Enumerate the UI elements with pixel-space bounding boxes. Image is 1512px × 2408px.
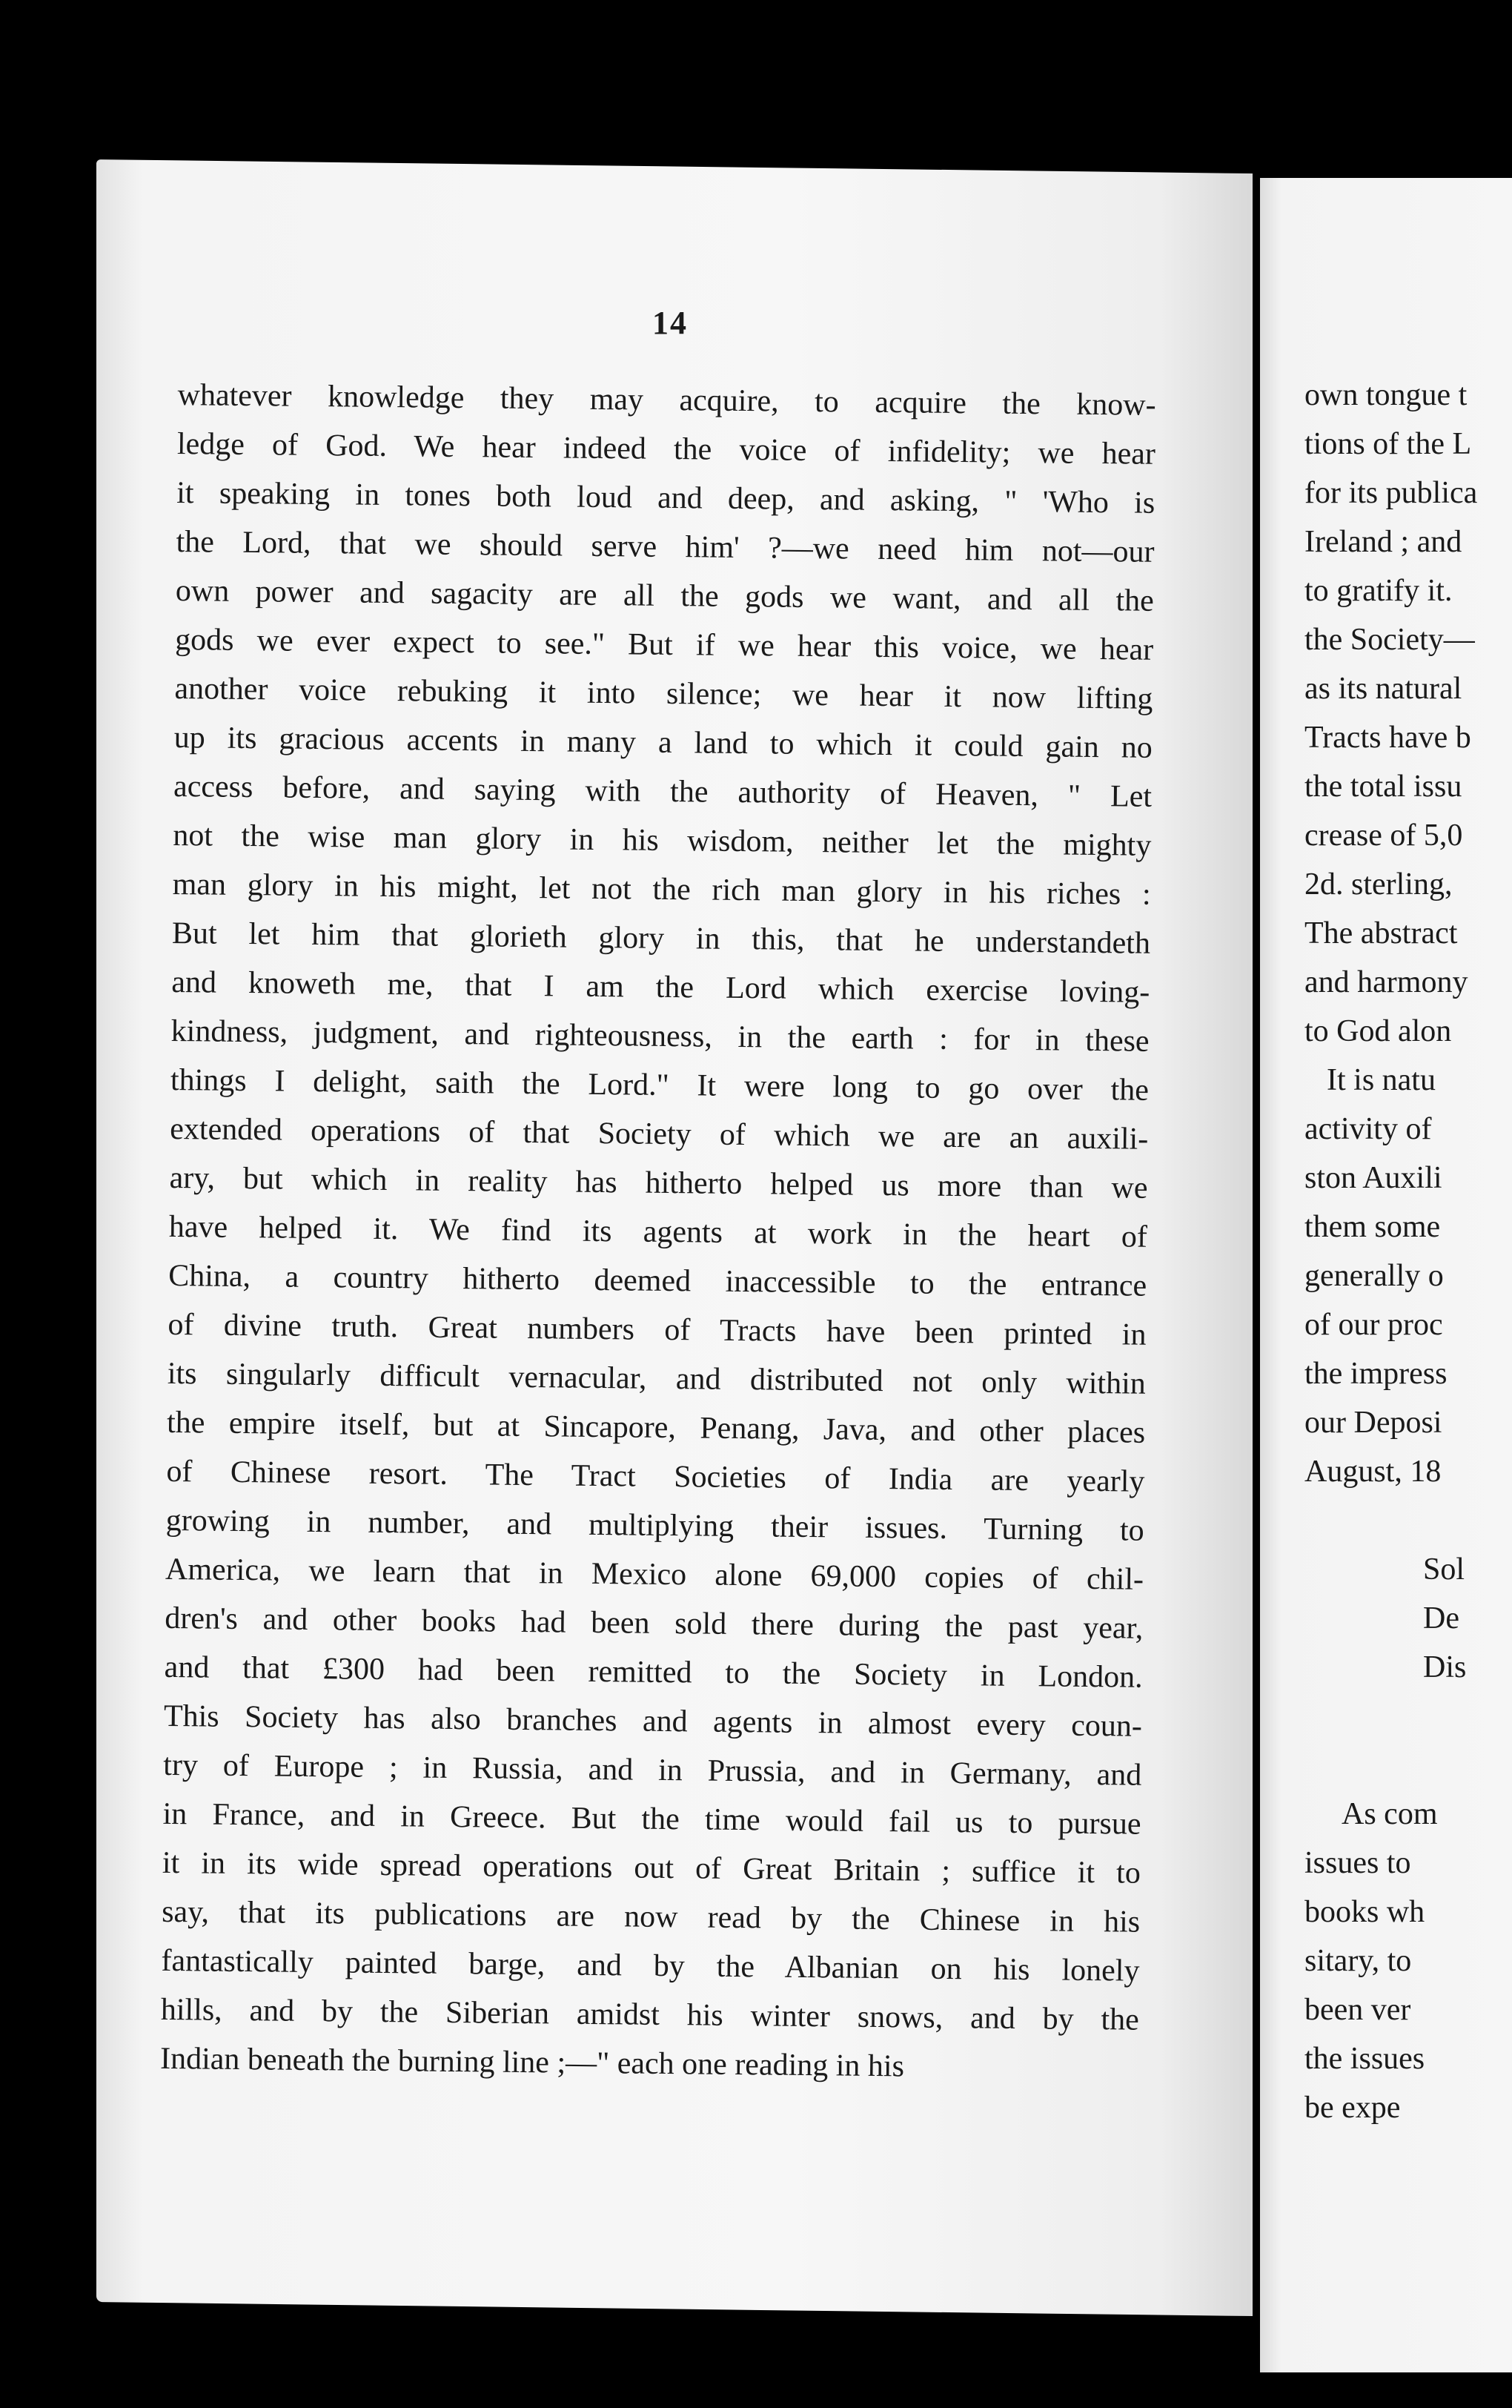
text-line: things I delight, saith the Lord." It were long to go over the xyxy=(170,1062,1150,1108)
right-text-line: be expe xyxy=(1304,2091,1401,2125)
text-line: up its gracious accents in many a land to which it could gain no xyxy=(173,720,1153,765)
text-line: its singularly difficult vernacular, and distributed not only within xyxy=(167,1356,1147,1401)
right-text-line: the issues xyxy=(1304,2042,1425,2076)
right-text-line: crease of 5,0 xyxy=(1304,818,1463,853)
text-line: But let him that glorieth glory in this, that he understandeth xyxy=(171,916,1151,961)
right-text-line: Tracts have b xyxy=(1304,721,1471,755)
right-text-line: Ireland ; and xyxy=(1304,525,1462,559)
right-text-line: and harmony xyxy=(1304,965,1468,999)
text-line: America, we learn that in Mexico alone 69,000 copies of chil- xyxy=(165,1552,1144,1597)
text-line: kindness, judgment, and righteousness, in the earth : for in these xyxy=(170,1013,1150,1059)
text-line: ledge of God. We hear indeed the voice of infidelity; we hear xyxy=(176,426,1156,472)
text-line: ary, but which in reality has hitherto helped us more than we xyxy=(169,1160,1148,1205)
text-line: man glory in his might, let not the rich man glory in his riches : xyxy=(172,867,1151,912)
right-text-line: Sol xyxy=(1423,1552,1465,1587)
text-line: have helped it. We find its agents at work in the heart of xyxy=(168,1209,1148,1254)
right-text-line: the impress xyxy=(1304,1357,1448,1391)
right-text-line: As com xyxy=(1342,1797,1438,1831)
right-text-line: 2d. sterling, xyxy=(1304,867,1453,902)
text-line: of Chinese resort. The Tract Societies of India are yearly xyxy=(166,1454,1145,1499)
text-line: This Society has also branches and agents in almost every coun- xyxy=(163,1698,1143,1744)
text-line: it in its wide spread operations out of Great Britain ; suffice it to xyxy=(162,1845,1141,1891)
right-text-line: them some xyxy=(1304,1210,1441,1244)
text-line: own power and sagacity are all the gods we want, and all the xyxy=(175,573,1155,618)
right-text-line: own tongue t xyxy=(1304,378,1468,412)
text-line: access before, and saying with the authority of Heaven, " Let xyxy=(173,769,1153,814)
text-line: not the wise man glory in his wisdom, neither let the mighty xyxy=(173,818,1152,863)
right-text-line xyxy=(1304,1692,1512,1741)
right-text-line: sitary, to xyxy=(1304,1944,1412,1978)
page-number: 14 xyxy=(652,305,688,341)
right-text-line: ston Auxili xyxy=(1304,1161,1442,1195)
text-line: and knoweth me, that I am the Lord which exercise loving- xyxy=(171,965,1150,1010)
right-text-line: as its natural xyxy=(1304,672,1462,706)
text-line: another voice rebuking it into silence; we hear it now lifting xyxy=(174,671,1153,716)
text-line: fantastically painted barge, and by the Albanian on his lonely xyxy=(161,1943,1140,1988)
right-text-line: issues to xyxy=(1304,1846,1411,1880)
right-text-line: De xyxy=(1423,1601,1459,1635)
right-text-line: The abstract xyxy=(1304,916,1458,950)
text-line: the Lord, that we should serve him' ?—we need him not—our xyxy=(176,524,1155,569)
right-text-line xyxy=(1304,1496,1512,1545)
right-text-line: the total issu xyxy=(1304,770,1462,804)
right-text-line: the Society— xyxy=(1304,623,1475,657)
right-text-line: been ver xyxy=(1304,1993,1411,2027)
text-line: gods we ever expect to see." But if we hear this voice, we hear xyxy=(174,622,1154,667)
right-text-line: for its publica xyxy=(1304,476,1478,510)
right-text-line xyxy=(1304,1741,1512,1790)
text-line: whatever knowledge they may acquire, to acquire the know- xyxy=(177,377,1156,423)
text-line: Indian beneath the burning line ;—" each one reading in his xyxy=(159,2041,905,2084)
right-page-text xyxy=(1304,371,1512,2132)
right-text-line: It is natu xyxy=(1327,1063,1436,1097)
right-text-line: Dis xyxy=(1423,1650,1467,1684)
right-text-line: activity of xyxy=(1304,1112,1432,1146)
right-text-line: of our proc xyxy=(1304,1308,1443,1342)
text-line: dren's and other books had been sold there during the past year, xyxy=(165,1601,1144,1646)
text-line: in France, and in Greece. But the time would fail us to pursue xyxy=(162,1796,1141,1842)
text-line: growing in number, and multiplying their issues. Turning to xyxy=(165,1503,1144,1548)
right-text-line: our Deposi xyxy=(1304,1406,1442,1440)
right-text-line: tions of the L xyxy=(1304,427,1472,461)
right-text-line: to gratify it. xyxy=(1304,574,1453,608)
text-line: the empire itself, but at Sincapore, Penang, Java, and other places xyxy=(166,1405,1146,1450)
text-line: it speaking in tones both loud and deep, and asking, " 'Who is xyxy=(176,475,1155,520)
text-line: of divine truth. Great numbers of Tracts have been printed in xyxy=(168,1307,1147,1352)
body-text xyxy=(160,371,1156,2094)
text-line: try of Europe ; in Russia, and in Prussia, and in Germany, and xyxy=(163,1747,1142,1793)
text-line: extended operations of that Society of which we are an auxili- xyxy=(170,1111,1149,1157)
right-text-line: books wh xyxy=(1304,1895,1425,1929)
text-line: China, a country hitherto deemed inaccessible to the entrance xyxy=(168,1258,1147,1303)
right-text-line: to God alon xyxy=(1304,1014,1452,1048)
text-line: say, that its publications are now read by the Chinese in his xyxy=(161,1894,1141,1939)
right-text-line: August, 18 xyxy=(1304,1455,1442,1489)
text-line: hills, and by the Siberian amidst his winter snows, and by the xyxy=(160,1992,1140,2037)
right-text-line: generally o xyxy=(1304,1259,1444,1293)
text-line: and that £300 had been remitted to the Society in London. xyxy=(164,1650,1143,1695)
